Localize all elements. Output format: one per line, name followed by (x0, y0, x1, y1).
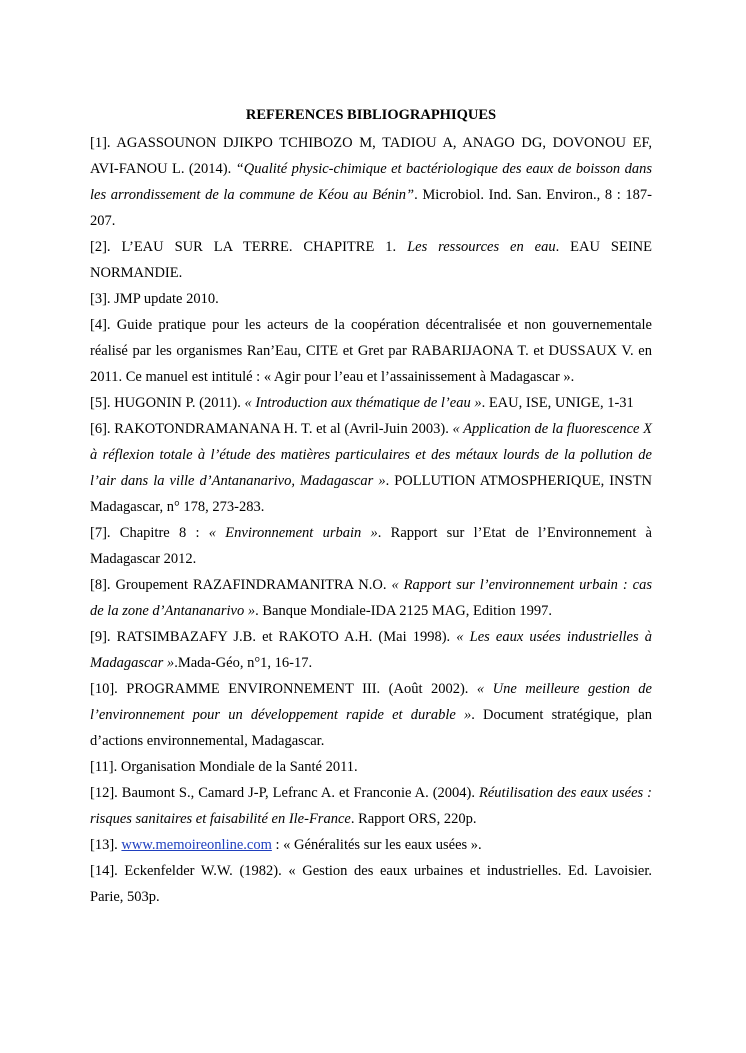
reference-item (90, 390, 652, 416)
reference-item (90, 858, 652, 910)
reference-title-italic: “Qualité physic-chimique et bactériologique des eaux de boisson dans les arrondissement de la commune de Kéou au Bénin” (90, 161, 653, 203)
reference-text: [3]. JMP update 2010. (90, 291, 219, 307)
reference-text: [11]. Organisation Mondiale de la Santé 2011. (90, 759, 358, 775)
reference-text: [9]. RATSIMBAZAFY J.B. et RAKOTO A.H. (Mai 1998). (90, 629, 457, 645)
reference-item (90, 312, 652, 390)
reference-text: [14]. Eckenfelder W.W. (1982). « Gestion des eaux urbaines et industrielles. Ed. Lavoisier. Parie, 503p. (90, 863, 652, 905)
reference-title-italic: Réutilisation des eaux usées : risques sanitaires et faisabilité en Ile-France (90, 785, 653, 827)
reference-item (90, 832, 652, 858)
reference-title-italic: « Environnement urbain » (208, 525, 378, 541)
reference-text: : « Généralités sur les eaux usées ». (271, 837, 482, 853)
reference-title-italic: « Rapport sur l’environnement urbain : cas de la zone d’Antananarivo » (90, 577, 652, 619)
reference-text: . Microbiol. Ind. San. Environ., 8 : 187-207. (90, 187, 652, 229)
document-page (90, 102, 652, 910)
reference-item (90, 286, 652, 312)
reference-text: . Banque Mondiale-IDA 2125 MAG, Edition 1997. (255, 603, 552, 619)
reference-link[interactable]: www.memoireonline.com (121, 837, 272, 853)
reference-item (90, 624, 652, 676)
reference-list (90, 130, 652, 910)
reference-item (90, 780, 652, 832)
reference-text: [13]. (90, 837, 122, 853)
reference-title-italic: « Application de la fluorescence X à réflexion totale à l’étude des matières particulaires et des métaux lourds de la pollution de l’air dans la ville d’Antananarivo, Madagascar » (90, 421, 653, 489)
reference-text: [2]. L’EAU SUR LA TERRE. CHAPITRE 1. (90, 239, 408, 255)
reference-item (90, 572, 652, 624)
reference-text: [5]. HUGONIN P. (2011). (90, 395, 245, 411)
reference-item (90, 130, 652, 234)
page-title: REFERENCES BIBLIOGRAPHIQUES (245, 107, 497, 123)
reference-text: . Document stratégique, plan d’actions environnemental, Madagascar. (90, 707, 653, 749)
reference-text: [7]. Chapitre 8 : (90, 525, 209, 541)
reference-text: [8]. Groupement RAZAFINDRAMANITRA N.O. (90, 577, 392, 593)
reference-text: . Rapport ORS, 220p. (350, 811, 477, 827)
reference-title-italic: Les ressources en eau (407, 239, 556, 255)
reference-item (90, 754, 652, 780)
reference-text: [10]. PROGRAMME ENVIRONNEMENT III. (Août 2002). (90, 681, 477, 697)
reference-text: . POLLUTION ATMOSPHERIQUE, INSTN Madagascar, n° 178, 273-283. (90, 473, 652, 515)
reference-title-italic: « Introduction aux thématique de l’eau » (244, 395, 482, 411)
reference-item (90, 676, 652, 754)
reference-text: [4]. Guide pratique pour les acteurs de la coopération décentralisée et non gouvernementale réalisé par les organismes Ran’Eau, CITE et Gret par RABARIJAONA T. et DUSSAUX V. en 2011. Ce manuel est intitulé : « Agir pour l’eau et l’assainissement à Madagascar ». (90, 317, 652, 385)
reference-item (90, 234, 652, 286)
reference-title-italic: « Les eaux usées industrielles à Madagascar » (90, 629, 652, 671)
reference-title-italic: « Une meilleure gestion de l’environnement pour un développement rapide et durable » (90, 681, 652, 723)
reference-text: [6]. RAKOTONDRAMANANA H. T. et al (Avril-Juin 2003). (90, 421, 453, 437)
reference-text: . Rapport sur l’Etat de l’Environnement à Madagascar 2012. (90, 525, 652, 567)
reference-item (90, 520, 652, 572)
reference-text: [1]. AGASSOUNON DJIKPO TCHIBOZO M, TADIOU A, ANAGO DG, DOVONOU EF, AVI-FANOU L. (2014). (90, 135, 652, 177)
reference-text: . EAU, ISE, UNIGE, 1-31 (481, 395, 634, 411)
reference-text: .Mada-Géo, n°1, 16-17. (174, 655, 313, 671)
reference-item (90, 416, 652, 520)
reference-text: [12]. Baumont S., Camard J-P, Lefranc A. et Franconie A. (2004). (90, 785, 479, 801)
reference-text: . EAU SEINE NORMANDIE. (90, 239, 652, 281)
